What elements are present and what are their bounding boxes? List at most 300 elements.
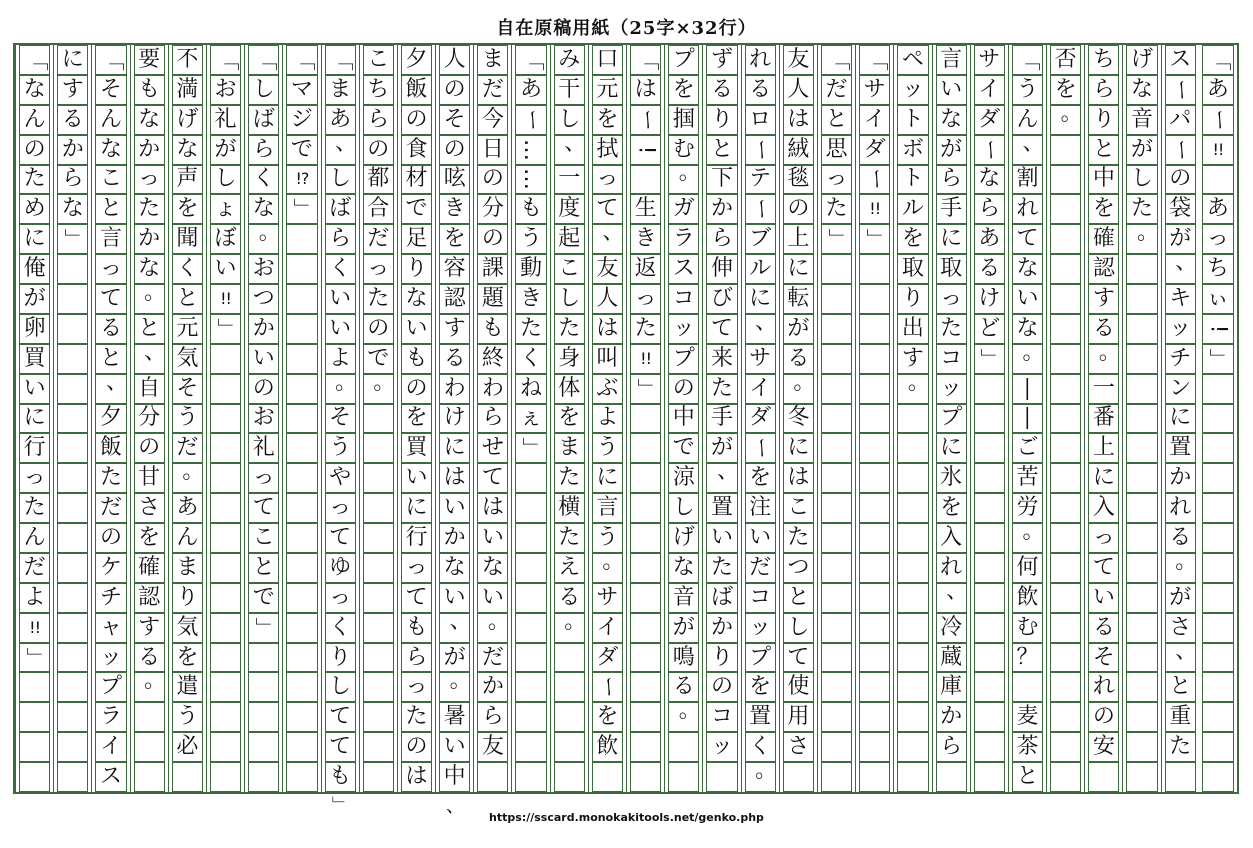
overflow-char: 」 [328,796,350,814]
grid-cell [210,672,241,702]
grid-cell [325,75,356,105]
grid-column [970,45,1008,792]
grid-cell [95,732,126,762]
grid-cell [172,374,203,404]
grid-cell [897,135,928,165]
grid-cell [745,45,776,75]
manuscript-char: す [61,76,84,102]
grid-cell [936,254,967,284]
grid-cell [745,165,776,195]
grid-cell [1202,643,1234,673]
grid-cell [1088,702,1119,732]
grid-cell [1088,404,1119,434]
manuscript-char: ト [901,166,924,192]
grid-cell [286,194,317,224]
manuscript-char: さ [1169,614,1192,640]
grid-cell [439,165,470,195]
manuscript-char: て [405,584,428,610]
grid-cell [1126,284,1157,314]
manuscript-char: は [481,495,504,521]
manuscript-char: し [672,495,695,521]
grid-cell [1050,493,1081,523]
grid-cell [248,284,279,314]
manuscript-char: ッ [940,375,963,401]
manuscript-char: ボ [901,136,924,162]
grid-cell [248,583,279,613]
manuscript-char: は [787,465,810,491]
manuscript-char: か [61,136,84,162]
manuscript-char: 、 [1022,130,1045,156]
grid-cell [134,105,165,135]
grid-cell [630,224,661,254]
grid-cell [859,732,890,762]
grid-cell [974,433,1005,463]
grid-column [1008,45,1046,792]
grid-cell [974,613,1005,643]
grid-cell [821,314,852,344]
grid-cell [859,433,890,463]
grid-cell [515,194,546,224]
manuscript-char: ？ [1016,644,1039,670]
manuscript-char: 食 [405,136,428,162]
grid-cell [210,105,241,135]
grid-cell [859,105,890,135]
grid-cell [821,404,852,434]
grid-cell [821,583,852,613]
grid-cell [401,165,432,195]
manuscript-char: !! [640,348,651,368]
grid-cell [783,45,814,75]
grid-cell [897,369,930,404]
manuscript-char: 行 [405,525,428,551]
grid-cell [439,668,472,702]
grid-cell [401,75,432,105]
grid-column [397,45,435,792]
grid-cell [248,523,279,553]
grid-cell [401,702,432,732]
grid-cell [401,433,432,463]
grid-cell [974,404,1005,434]
grid-cell [1088,553,1119,583]
grid-cell [897,314,928,344]
grid-cell [1202,194,1234,224]
manuscript-char: が [1169,226,1192,252]
grid-cell [554,762,585,792]
grid-column [321,45,359,814]
grid-cell [554,404,585,434]
grid-cell [325,553,356,583]
manuscript-char: の [1169,166,1192,192]
grid-cell [554,702,585,732]
manuscript-char: 袋 [1169,196,1192,222]
manuscript-char: か [710,614,733,640]
grid-cell [1165,638,1198,673]
grid-cell [1088,433,1119,463]
manuscript-char: 注 [749,495,772,521]
grid-cell [134,45,165,75]
manuscript-char: か [710,196,733,222]
manuscript-char: … [519,168,545,191]
grid-cell [515,523,546,553]
manuscript-char: 買 [23,345,46,371]
grid-cell [134,613,165,643]
manuscript-char: さ [787,734,810,760]
grid-cell [401,344,432,374]
grid-cell [477,553,508,583]
grid-cell [745,344,776,374]
manuscript-char: っ [940,285,963,311]
manuscript-char: 、 [144,339,167,365]
manuscript-char: コ [749,584,772,610]
grid-cell [1202,702,1234,732]
grid-cell [783,224,814,254]
manuscript-char: 一 [1092,375,1115,401]
grid-cell [134,702,165,732]
manuscript-char: 。 [1137,220,1160,246]
grid-cell [363,553,394,583]
manuscript-char: ケ [99,554,122,580]
grid-cell [363,254,394,284]
grid-cell [974,553,1005,583]
grid-cell [172,493,203,523]
manuscript-char: っ [825,166,848,192]
grid-cell [1165,165,1196,195]
grid-cell [477,254,508,284]
manuscript-char: な [1016,256,1039,282]
grid-cell [783,762,814,792]
grid-cell [1088,672,1119,702]
grid-cell [554,284,585,314]
manuscript-char: ー [1205,108,1231,131]
grid-cell [248,613,279,643]
grid-cell [286,75,317,105]
grid-cell [401,374,432,404]
grid-cell [363,284,394,314]
manuscript-char: っ [596,166,619,192]
grid-cell [515,45,546,75]
grid-cell [172,613,203,643]
grid-cell [248,45,279,75]
grid-cell [19,643,50,673]
manuscript-char: ダ [596,644,619,670]
manuscript-char: 度 [558,196,581,222]
grid-cell [210,762,241,792]
manuscript-char: っ [329,495,352,521]
manuscript-char: ペ [901,46,924,72]
manuscript-char: い [23,375,46,401]
manuscript-char: 課 [481,256,504,282]
grid-cell [210,643,241,673]
manuscript-char: ー [1168,78,1194,101]
grid-cell [363,643,394,673]
grid-cell [439,608,472,643]
grid-cell [592,220,625,254]
manuscript-char: に [940,226,963,252]
grid-cell [554,194,585,224]
grid-cell [1012,45,1043,75]
grid-cell [706,553,737,583]
manuscript-char: 人 [596,285,619,311]
grid-cell [363,463,394,493]
manuscript-char: ト [901,106,924,132]
manuscript-char: に [23,405,46,431]
grid-cell [630,732,661,762]
manuscript-char: ー [595,676,621,699]
grid-column [206,45,244,792]
manuscript-char: ッ [672,315,695,341]
grid-cell [936,194,967,224]
grid-cell [974,762,1005,792]
manuscript-char: ー [1168,138,1194,161]
manuscript-char: 必 [176,734,199,760]
grid-cell [1165,374,1196,404]
grid-cell [95,493,126,523]
manuscript-char: ら [405,644,428,670]
grid-cell [859,254,890,284]
grid-cell [592,463,623,493]
manuscript-char: 中 [672,405,695,431]
grid-cell [974,702,1005,732]
grid-cell [783,643,814,673]
grid-cell [936,643,967,673]
manuscript-char: ― [1015,407,1041,430]
grid-cell [1012,404,1043,434]
manuscript-char: が [1169,584,1192,610]
grid-cell [172,75,203,105]
grid-cell [1202,762,1234,792]
manuscript-char: を [558,405,581,431]
grid-cell [477,493,508,523]
grid-cell [19,224,50,254]
manuscript-char: っ [252,465,275,491]
manuscript-char: が [710,435,733,461]
manuscript-char: い [329,315,352,341]
manuscript-char: る [749,76,772,102]
manuscript-char: 飲 [596,734,619,760]
grid-cell [515,433,546,463]
manuscript-char: た [558,525,581,551]
manuscript-char: ル [749,256,772,282]
manuscript-char: ら [61,166,84,192]
manuscript-char: ば [329,196,352,222]
grid-cell [19,583,50,613]
manuscript-char: ま [176,554,199,580]
manuscript-char: 拭 [596,136,619,162]
grid-cell [57,732,88,762]
manuscript-char: と [99,345,122,371]
manuscript-char: ら [481,405,504,431]
grid-column [893,45,931,792]
grid-cell [706,672,737,702]
grid-cell [630,284,661,314]
grid-cell [19,702,50,732]
grid-cell [172,314,203,344]
manuscript-char: 下 [710,166,733,192]
grid-cell [554,608,587,643]
manuscript-char: て [252,495,275,521]
grid-cell [1012,762,1043,792]
grid-cell [363,404,394,434]
grid-cell [1088,284,1119,314]
manuscript-char: !! [869,199,881,219]
manuscript-char: 声 [176,166,199,192]
grid-column [1161,45,1199,792]
grid-cell [286,254,317,284]
grid-cell [859,224,890,254]
manuscript-char: 。 [755,758,778,784]
manuscript-char: テ [749,166,772,192]
footer-url: https://sscard.monokakitools.net/genko.php [489,811,764,824]
grid-cell [1012,643,1043,673]
manuscript-char: を [176,196,199,222]
grid-cell [248,135,279,165]
manuscript-char: ー [748,198,774,221]
manuscript-char: よ [596,405,619,431]
grid-cell [1202,254,1234,284]
manuscript-char: 、 [105,369,128,395]
grid-cell [248,702,279,732]
grid-cell [1088,45,1119,75]
manuscript-char: サ [749,345,772,371]
grid-cell [515,762,546,792]
manuscript-char: く [329,256,352,282]
manuscript-char: だ [749,554,772,580]
grid-cell [783,463,814,493]
grid-cell [745,643,776,673]
manuscript-char: サ [978,46,1001,72]
manuscript-char: た [710,554,733,580]
grid-cell [210,433,241,463]
grid-cell [439,523,470,553]
grid-cell [1012,75,1043,105]
grid-cell [1088,165,1119,195]
grid-cell [477,314,508,344]
grid-cell [592,583,623,613]
grid-cell [57,553,88,583]
grid-cell [1050,374,1081,404]
manuscript-char: の [672,375,695,401]
grid-cell [783,105,814,135]
grid-cell [172,254,203,284]
manuscript-char: さ [138,495,161,521]
grid-cell [1202,45,1234,75]
manuscript-char: 、 [602,220,625,246]
manuscript-char: 俺 [23,256,46,282]
page-title: 自在原稿用紙（25字×32行） [496,18,757,39]
grid-cell [897,553,928,583]
manuscript-char: 麦 [1016,704,1039,730]
manuscript-char: ら [978,196,1001,222]
grid-cell [592,493,623,523]
grid-cell [554,344,585,374]
grid-cell [515,732,546,762]
grid-cell [248,553,279,583]
grid-cell [554,130,587,165]
manuscript-char: 礼 [252,435,275,461]
manuscript-char: て [329,525,352,551]
manuscript-char: が [1131,136,1154,162]
manuscript-char: コ [940,345,963,371]
grid-column [15,45,53,792]
manuscript-char: た [710,375,733,401]
grid-cell [974,224,1005,254]
manuscript-char: こ [252,525,275,551]
grid-cell [897,643,928,673]
manuscript-char: 都 [367,166,390,192]
manuscript-char: な [176,136,199,162]
manuscript-char: と [252,554,275,580]
grid-cell [401,463,432,493]
grid-cell [19,254,50,284]
manuscript-char: 、 [946,578,969,604]
manuscript-char: す [138,614,161,640]
manuscript-char: つ [252,285,275,311]
grid-cell [477,643,508,673]
grid-cell [592,613,623,643]
grid-cell [248,254,279,284]
manuscript-char: 転 [787,285,810,311]
grid-cell [897,404,928,434]
manuscript-char: う [596,525,619,551]
grid-cell [401,254,432,284]
manuscript-char: ら [252,136,275,162]
manuscript-char: 一 [558,166,581,192]
grid-cell [859,493,890,523]
manuscript-char: ま [481,46,504,72]
manuscript-char: 重 [1169,704,1192,730]
grid-cell [821,45,852,75]
grid-cell [1202,75,1234,105]
grid-cell [286,702,317,732]
grid-cell [95,369,128,404]
manuscript-char: !! [220,288,231,308]
manuscript-char: 毯 [787,166,810,192]
grid-cell [1202,732,1234,762]
manuscript-char: の [367,315,390,341]
manuscript-char: 言 [99,226,122,252]
manuscript-char: だ [367,226,390,252]
grid-cell [668,194,699,224]
grid-cell [706,254,737,284]
manuscript-char: う [176,704,199,730]
manuscript-char: て [1092,554,1115,580]
manuscript-char: に [23,226,46,252]
grid-cell [363,583,394,613]
grid-cell [936,493,967,523]
manuscript-char: 入 [1092,495,1115,521]
grid-cell [936,578,969,613]
manuscript-char: だ [176,435,199,461]
grid-cell [515,284,546,314]
grid-cell [859,463,890,493]
manuscript-char: な [672,554,695,580]
manuscript-char: コ [710,704,733,730]
manuscript-char: ん [176,525,199,551]
grid-cell [134,404,165,434]
manuscript-char: う [176,405,199,431]
manuscript-char: マ [290,76,313,102]
grid-cell [630,135,661,165]
manuscript-char: た [1131,196,1154,222]
manuscript-char: を [596,704,619,730]
grid-cell [439,254,470,284]
manuscript-char: 返 [634,256,657,282]
manuscript-char: よ [329,345,352,371]
manuscript-char: ら [940,734,963,760]
manuscript-char: な [138,106,161,132]
grid-cell [859,45,890,75]
manuscript-char: 。 [373,369,396,395]
